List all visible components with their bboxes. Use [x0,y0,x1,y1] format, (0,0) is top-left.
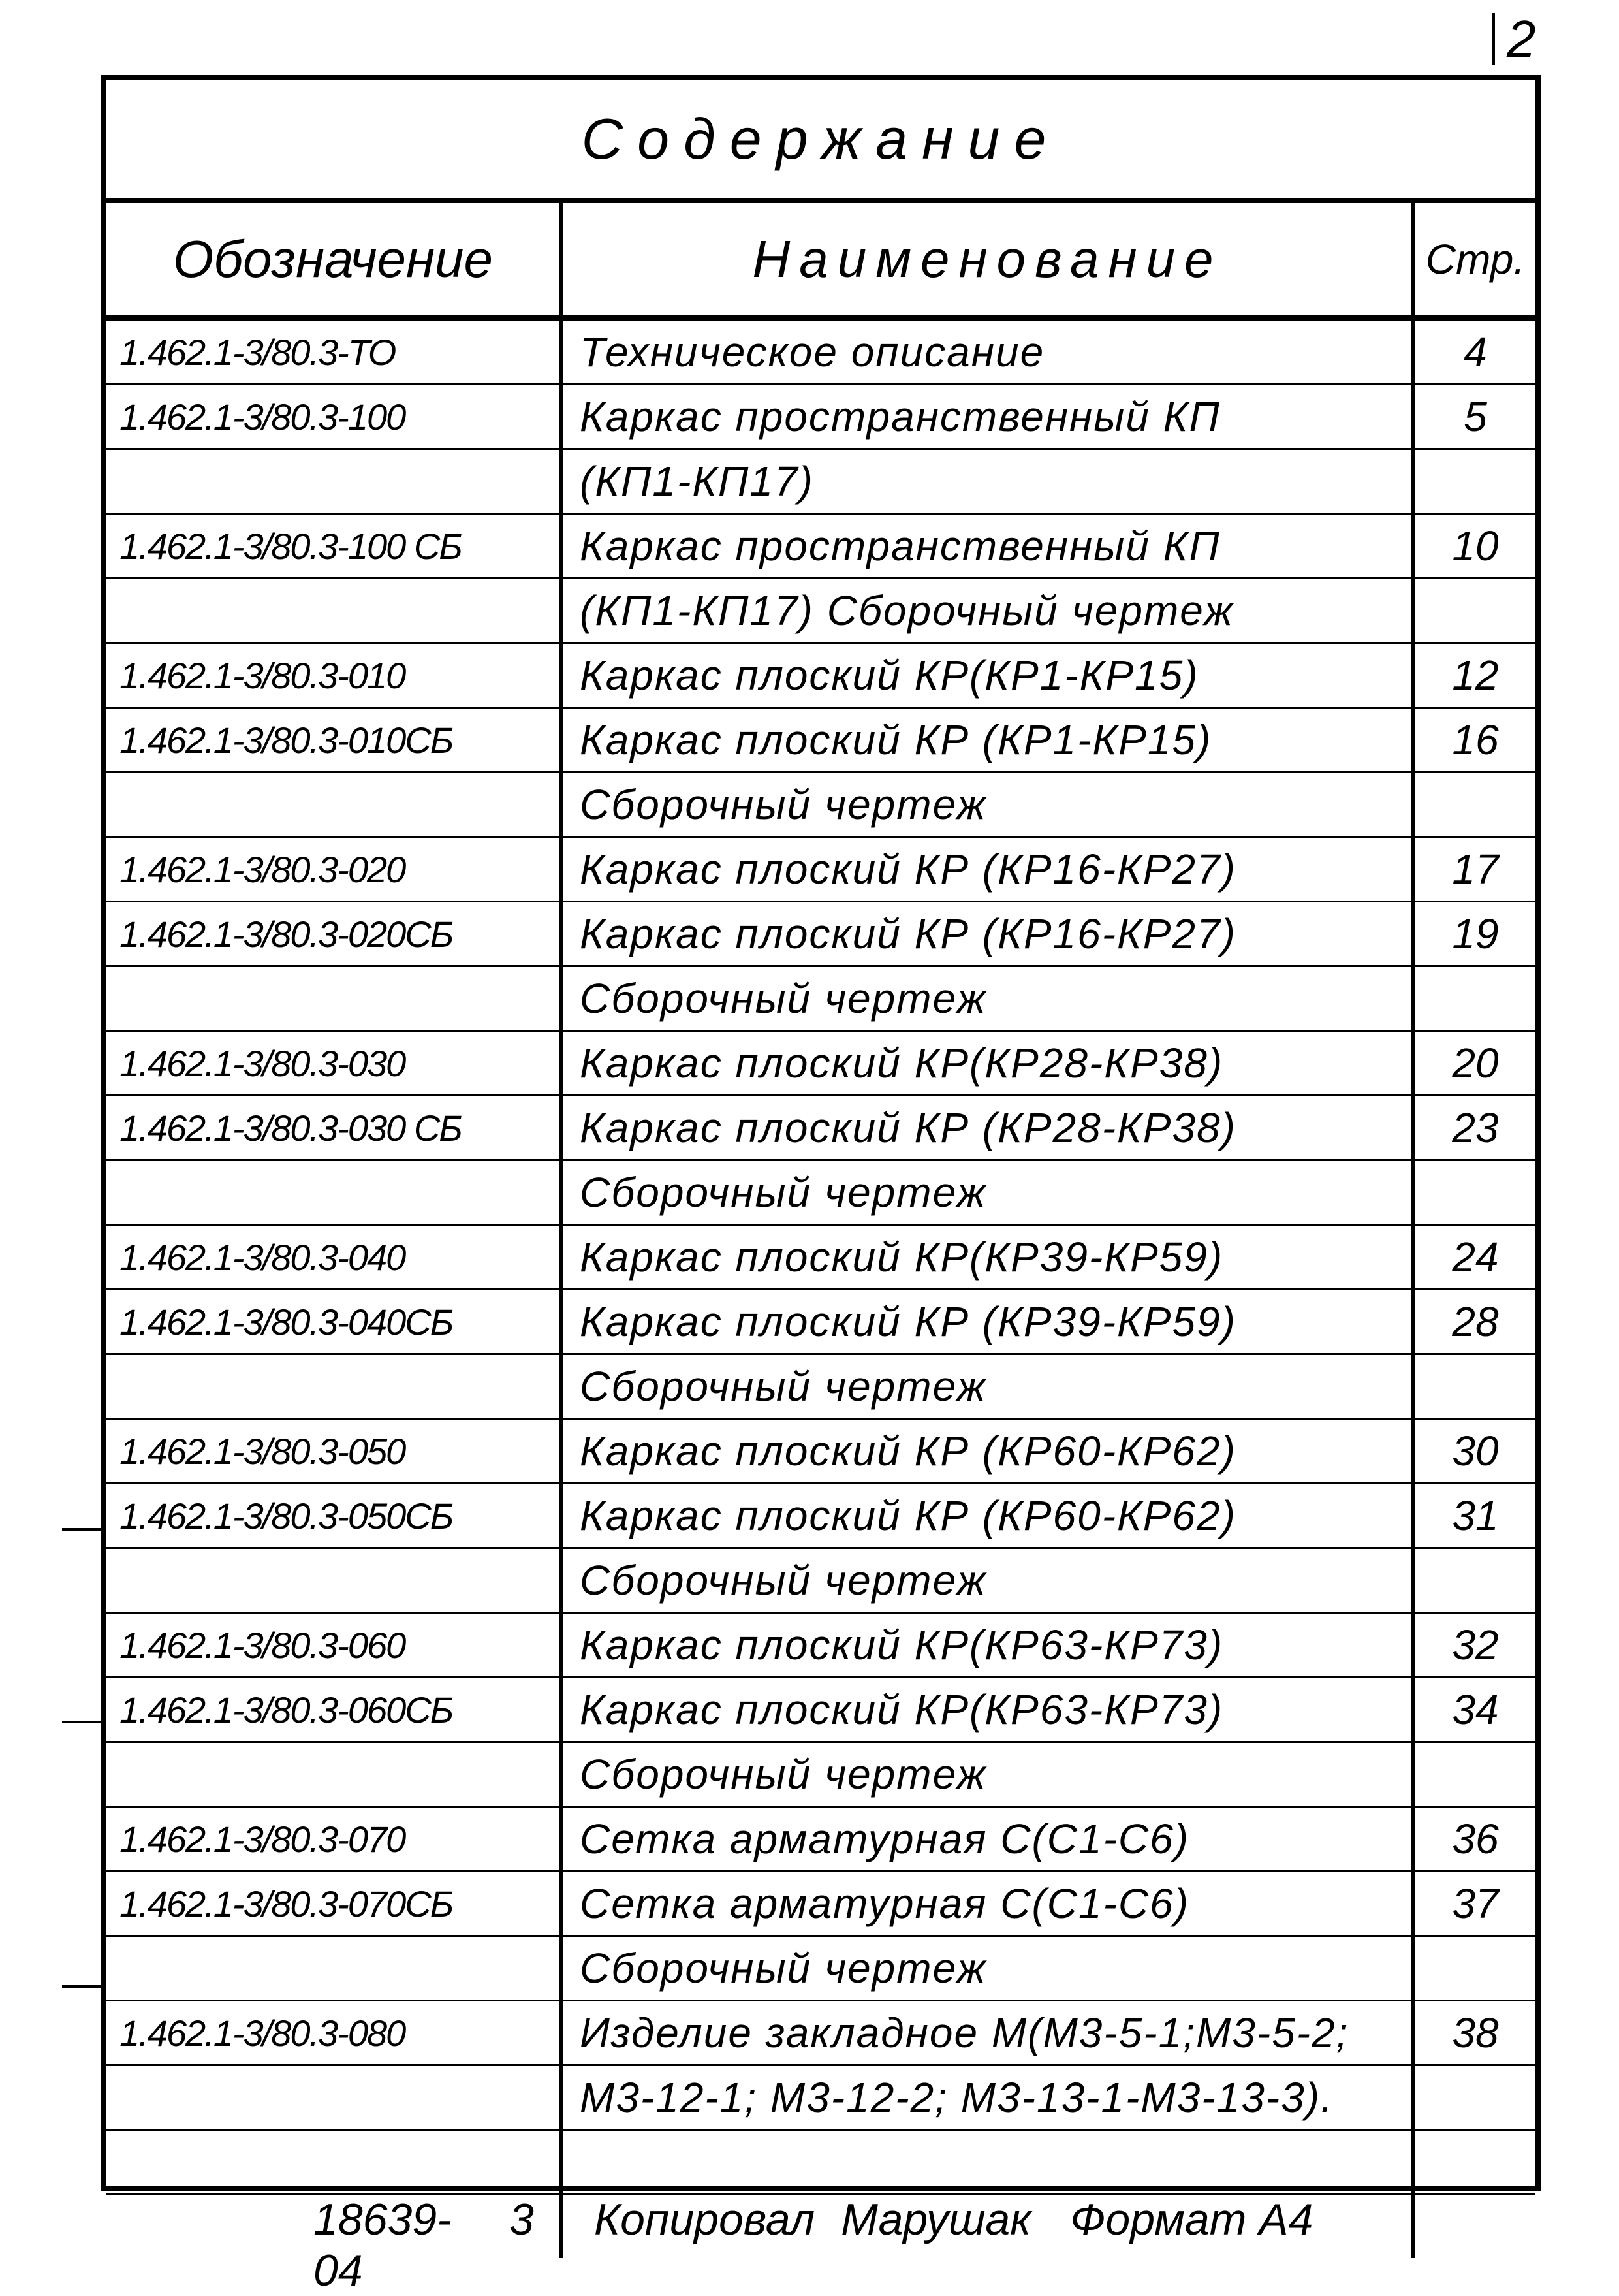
cell-page: 36 [1452,1815,1499,1862]
cell-name: Каркас плоский КР(КР1-КР15) [563,644,1415,707]
cell-name: Сборочный чертеж [563,967,1415,1030]
cell-designation: 1.462.1-3/80.3-100 СБ [106,515,563,577]
margin-tick [62,1985,104,1988]
contents-table [101,75,1541,2191]
cell-name: (КП1-КП17) [563,450,1415,513]
footer-inventory: 18639-04 [313,2195,452,2295]
cell-designation [106,579,563,642]
cell-page [1415,1549,1535,1612]
table-row [106,1743,1535,1808]
cell-page: 20 [1452,1040,1499,1087]
table-row [106,1032,1535,1096]
cell-designation: 1.462.1-3/80.3-ТО [106,321,563,383]
footer-format: Формат А4 [1070,2195,1313,2244]
cell-page [1415,579,1535,642]
cell-designation: 1.462.1-3/80.3-010 [106,644,563,707]
cell-page [1415,2131,1535,2193]
cell-designation: 1.462.1-3/80.3-100 [106,385,563,448]
cell-name: Сборочный чертеж [563,773,1415,836]
cell-page: 32 [1452,1621,1499,1668]
table-row [106,1808,1535,1872]
cell-name: Каркас плоский КР(КР63-КР73) [563,1614,1415,1676]
cell-designation [106,450,563,513]
cell-page: 24 [1452,1234,1499,1281]
cell-designation [106,1937,563,2000]
cell-page [1415,1743,1535,1806]
table-row [106,838,1535,902]
cell-name: Каркас пространственный КП [563,515,1415,577]
table-row [106,644,1535,709]
cell-designation: 1.462.1-3/80.3-030 СБ [106,1096,563,1159]
cell-page: 12 [1452,652,1499,699]
table-row [106,2066,1535,2131]
table-row [106,1161,1535,1226]
table-row [106,1420,1535,1484]
cell-designation: 1.462.1-3/80.3-060 [106,1614,563,1676]
cell-designation: 1.462.1-3/80.3-070 [106,1808,563,1870]
cell-designation [106,967,563,1030]
cell-designation: 1.462.1-3/80.3-010СБ [106,709,563,771]
cell-name: (КП1-КП17) Сборочный чертеж [563,579,1415,642]
footer-sheet: 3 [509,2195,534,2244]
cell-page [1415,1355,1535,1418]
header-name: Наименование [563,203,1415,315]
cell-name: Сборочный чертеж [563,1355,1415,1418]
table-row [106,967,1535,1032]
cell-page [1415,2195,1535,2258]
table-row [106,1549,1535,1614]
cell-name: Каркас пространственный КП [563,385,1415,448]
cell-name: Изделие закладное М(М3-5-1;М3-5-2; [563,2001,1415,2064]
cell-name: Каркас плоский КР (КР16-КР27) [563,902,1415,965]
cell-designation: 1.462.1-3/80.3-080 [106,2001,563,2064]
header-designation: Обозначение [106,203,563,315]
table-row [106,1096,1535,1161]
cell-page [1415,1937,1535,2000]
cell-name: Каркас плоский КР (КР39-КР59) [563,1290,1415,1353]
cell-page: 37 [1452,1880,1499,1927]
cell-name: Каркас плоский КР (КР28-КР38) [563,1096,1415,1159]
table-body [106,321,1535,2258]
cell-designation: 1.462.1-3/80.3-030 [106,1032,563,1094]
table-row [106,902,1535,967]
footer-copied-by: Марушак [841,2195,1031,2244]
cell-page: 31 [1452,1492,1499,1539]
cell-name: Каркас плоский КР(КР39-КР59) [563,1226,1415,1288]
table-row [106,1484,1535,1549]
cell-designation: 1.462.1-3/80.3-070СБ [106,1872,563,1935]
cell-name: Каркас плоский КР (КР60-КР62) [563,1420,1415,1482]
cell-page: 34 [1452,1686,1499,1733]
cell-page: 10 [1452,522,1499,569]
page-title: Содержание [106,80,1535,203]
cell-page: 4 [1464,328,1487,375]
cell-page: 16 [1452,716,1499,763]
table-row [106,1355,1535,1420]
cell-page: 23 [1452,1104,1499,1151]
table-row [106,1937,1535,2001]
cell-name: Техническое описание [563,321,1415,383]
cell-name: Сборочный чертеж [563,1549,1415,1612]
table-row [106,709,1535,773]
table-row [106,1614,1535,1678]
cell-designation [106,773,563,836]
table-row [106,773,1535,838]
cell-designation: 1.462.1-3/80.3-050 [106,1420,563,1482]
table-row [106,1290,1535,1355]
cell-name: Каркас плоский КР(КР63-КР73) [563,1678,1415,1741]
table-row [106,1678,1535,1743]
cell-designation [106,2131,563,2193]
cell-designation: 1.462.1-3/80.3-020 [106,838,563,901]
table-row [106,450,1535,515]
cell-name: Каркас плоский КР (КР60-КР62) [563,1484,1415,1547]
page-number: 2 [1492,13,1536,65]
margin-tick [62,1721,104,1723]
cell-designation: 1.462.1-3/80.3-020СБ [106,902,563,965]
cell-designation [106,1743,563,1806]
table-row [106,2131,1535,2195]
cell-name: Сборочный чертеж [563,1937,1415,2000]
cell-page: 19 [1452,910,1499,957]
table-row [106,2001,1535,2066]
table-row [106,579,1535,644]
cell-designation [106,2066,563,2129]
cell-name: Сборочный чертеж [563,1743,1415,1806]
cell-designation: 1.462.1-3/80.3-040 [106,1226,563,1288]
cell-designation [106,1549,563,1612]
footer [313,2194,1313,2296]
cell-name [563,2131,1415,2193]
table-row [106,515,1535,579]
cell-page [1415,1161,1535,1224]
table-row [106,385,1535,450]
margin-tick [62,1528,104,1531]
cell-name: Сетка арматурная С(С1-С6) [563,1872,1415,1935]
cell-name: Сетка арматурная С(С1-С6) [563,1808,1415,1870]
cell-name: Каркас плоский КР (КР1-КР15) [563,709,1415,771]
cell-designation [106,1161,563,1224]
cell-page [1415,773,1535,836]
table-header [106,203,1535,321]
cell-page: 30 [1452,1427,1499,1475]
cell-page [1415,450,1535,513]
header-page: Стр. [1425,236,1526,283]
footer-copied-label: Копировал [594,2195,815,2244]
table-row [106,1226,1535,1290]
cell-designation: 1.462.1-3/80.3-040СБ [106,1290,563,1353]
cell-designation [106,1355,563,1418]
cell-page: 28 [1452,1298,1499,1345]
cell-page: 5 [1464,393,1487,440]
cell-name: Каркас плоский КР(КР28-КР38) [563,1032,1415,1094]
cell-name: Каркас плоский КР (КР16-КР27) [563,838,1415,901]
table-row [106,1872,1535,1937]
cell-name: М3-12-1; М3-12-2; М3-13-1-М3-13-3). [563,2066,1415,2129]
cell-page [1415,2066,1535,2129]
cell-page [1415,967,1535,1030]
table-row [106,321,1535,385]
cell-designation: 1.462.1-3/80.3-060СБ [106,1678,563,1741]
cell-page: 38 [1452,2009,1499,2056]
cell-name: Сборочный чертеж [563,1161,1415,1224]
cell-designation: 1.462.1-3/80.3-050СБ [106,1484,563,1547]
cell-page: 17 [1452,846,1499,893]
